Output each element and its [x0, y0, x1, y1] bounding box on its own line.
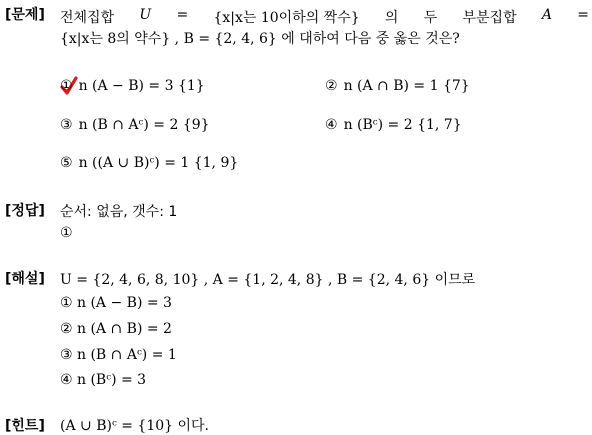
hint-text: (A ∪ B)ᶜ = {10} 이다. — [60, 418, 210, 434]
explanation-step: ③ n (B ∩ Aᶜ) = 1 — [60, 347, 177, 363]
option-text: n (A ∩ B) = 1 {7} — [343, 78, 470, 94]
question-token: A — [541, 7, 552, 23]
problem-label: [문제] — [5, 7, 45, 23]
explanation-step: ① n (A − B) = 3 — [60, 295, 172, 311]
explanation-intro: U = {2, 4, 6, 8, 10} , A = {1, 2, 4, 8} , B = {2, 4, 6} 이므로 — [60, 272, 476, 288]
question-token: U — [139, 7, 152, 23]
question-line-2: {x|x는 8의 약수} , B = {2, 4, 6} 에 대하여 다음 중 옳은 것은? — [60, 31, 460, 47]
option-number: ② — [325, 78, 338, 94]
question-token: {x|x는 10이하의 짝수} — [213, 10, 360, 26]
question-token: 전체집합 — [60, 10, 115, 26]
option-number: ④ — [325, 117, 338, 133]
option-number: ③ — [60, 117, 73, 133]
option-2[interactable] — [325, 78, 470, 94]
answer-label: [정답] — [5, 203, 45, 219]
explanation-step: ② n (A ∩ B) = 2 — [60, 321, 172, 337]
answer-line-2: ① — [60, 225, 73, 241]
option-3[interactable] — [60, 117, 210, 133]
option-number: ① — [60, 78, 73, 94]
question-token: = — [577, 7, 589, 23]
option-text: n ((A ∪ B)ᶜ) = 1 {1, 9} — [78, 155, 239, 171]
question-token: = — [176, 7, 189, 23]
hint-label: [힌트] — [5, 418, 45, 434]
option-number: ⑤ — [60, 155, 73, 171]
question-line-1 — [60, 7, 589, 27]
answer-line-1: 순서: 없음, 갯수: 1 — [60, 204, 178, 220]
explanation-label: [해설] — [5, 271, 45, 287]
question-token: 의 — [384, 10, 399, 26]
option-text: n (A − B) = 3 {1} — [78, 78, 205, 94]
question-token: 부분집합 — [462, 10, 517, 26]
explanation-step: ④ n (Bᶜ) = 3 — [60, 372, 147, 388]
option-text: n (B ∩ Aᶜ) = 2 {9} — [78, 117, 210, 133]
option-5[interactable] — [60, 155, 238, 171]
question-token: 두 — [423, 10, 438, 26]
option-4[interactable] — [325, 117, 462, 133]
option-text: n (Bᶜ) = 2 {1, 7} — [343, 117, 462, 133]
option-1[interactable] — [60, 78, 205, 94]
